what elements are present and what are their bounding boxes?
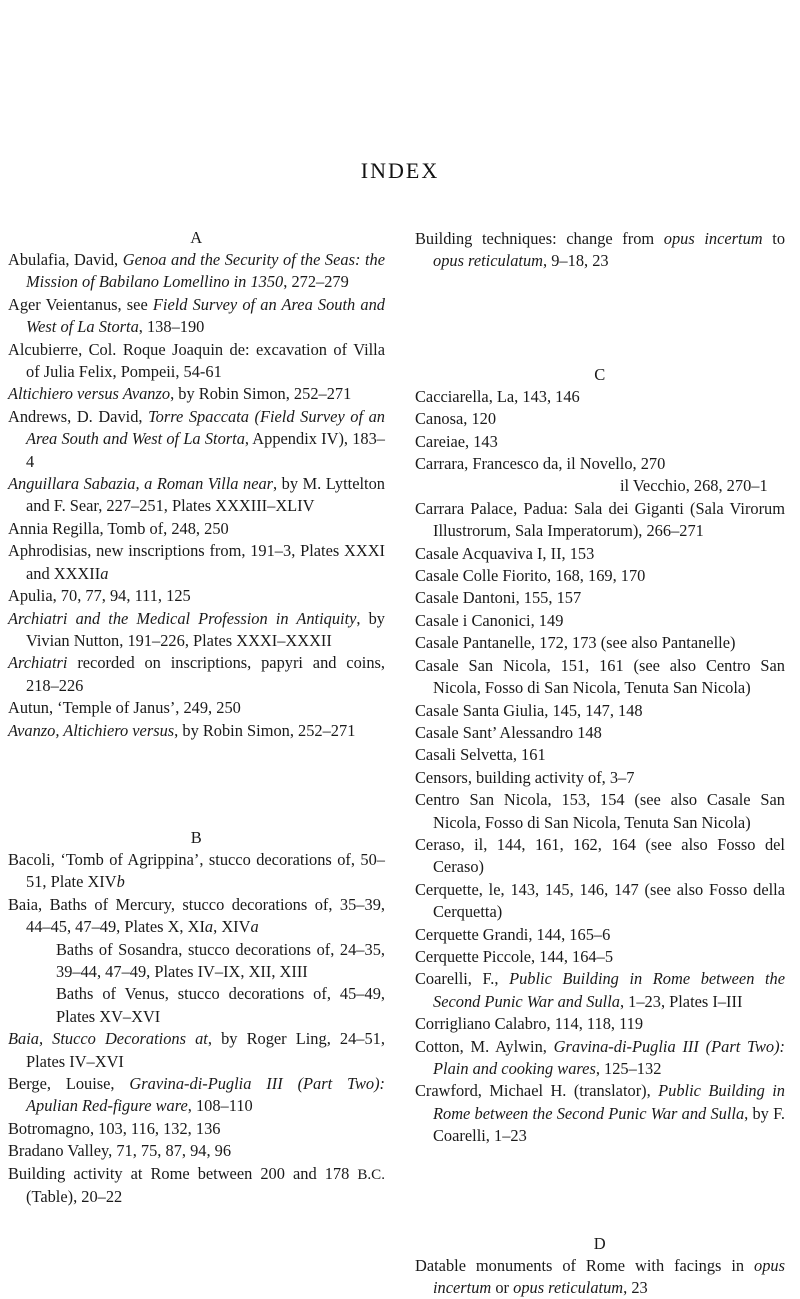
index-columns [0, 228, 800, 1299]
index-entry-canosa: Canosa, 120 [415, 409, 497, 429]
index-entry-corrigliano-calabro: Corrigliano Calabro, 114, 118, 119 [415, 1014, 644, 1034]
index-entry-carrara-il-vecchio: il Vecchio, 268, 270–1 [620, 476, 768, 496]
index-entry-carrara-francesco: Carrara, Francesco da, il Novello, 270 [415, 454, 666, 474]
section-letter-b: B [190, 827, 203, 847]
index-entry-careiae: Careiae, 143 [415, 431, 498, 451]
index-entry-baia-sosandra: Baths of Sosandra, stucco decorations of, 24–35, 39–44, 47–49, Plates IV–IX, XII, XIII [56, 939, 385, 981]
index-entry-coarelli: Coarelli, F., Public Building in Rome between the Second Punic War and Sulla, 1–23, Plates I–III [415, 969, 785, 1011]
index-entry-ager-veientanus: Ager Veientanus, see Field Survey of an Area South and West of La Storta, 138–190 [8, 294, 385, 337]
index-entry-apulia: Apulia, 70, 77, 94, 111, 125 [8, 586, 191, 606]
index-entry-alcubierre: Alcubierre, Col. Roque Joaquin de: excavation of Villa of Julia Felix, Pompeii, 54-61 [8, 339, 385, 382]
index-column-right [400, 228, 785, 1299]
index-entry-carrara-palace: Carrara Palace, Padua: Sala dei Giganti (Sala Virorum Illustrorum, Sala Imperatorum), 266–271 [415, 498, 785, 541]
index-entry-berge: Berge, Louise, Gravina-di-Puglia III (Part Two): Apulian Red-figure ware, 108–110 [8, 1074, 385, 1116]
index-entry-building-activity-rome: Building activity at Rome between 200 and 178 B.C. (Table), 20–22 [8, 1163, 385, 1207]
index-entry-casale-i-canonici: Casale i Canonici, 149 [415, 610, 564, 630]
index-entry-avanzo: Avanzo, Altichiero versus, by Robin Simon, 252–271 [8, 720, 356, 740]
section-letter-d: D [593, 1233, 607, 1253]
index-entry-cotton: Cotton, M. Aylwin, Gravina-di-Puglia III (Part Two): Plain and cooking wares, 125–132 [415, 1036, 785, 1078]
index-entry-casale-dantoni: Casale Dantoni, 155, 157 [415, 588, 582, 608]
index-entry-casale-sant-alessandro: Casale Sant’ Alessandro 148 [415, 722, 602, 742]
index-entry-censors: Censors, building activity of, 3–7 [415, 767, 635, 787]
index-entry-abulafia: Abulafia, David, Genoa and the Security of the Seas: the Mission of Babilano Lomellino in 1350, 272–279 [8, 250, 385, 292]
index-entry-cerquette-le: Cerquette, le, 143, 145, 146, 147 (see also Fosso della Cerquetta) [415, 879, 785, 922]
index-entry-casale-colle-fiorito: Casale Colle Fiorito, 168, 169, 170 [415, 566, 646, 586]
index-entry-anguillara-sabazia: Anguillara Sabazia, a Roman Villa near, by M. Lyttelton and F. Sear, 227–251, Plates XXXIII–XLIV [8, 474, 385, 516]
index-entry-autun: Autun, ‘Temple of Janus’, 249, 250 [8, 698, 241, 718]
index-entry-casale-san-nicola: Casale San Nicola, 151, 161 (see also Centro San Nicola, Fosso di San Nicola, Tenuta San Nicola) [415, 655, 785, 698]
index-entry-archiatri-medical: Archiatri and the Medical Profession in Antiquity, by Vivian Nutton, 191–226, Plates XXXI–XXXII [8, 608, 386, 650]
section-letter-a: A [190, 228, 203, 247]
page-title: INDEX [360, 158, 440, 183]
index-entry-baia-mercury: Baia, Baths of Mercury, stucco decorations of, 35–39, 44–45, 47–49, Plates X, XIa, XIVa [8, 894, 385, 937]
index-entry-andrews: Andrews, D. David, Torre Spaccata (Field Survey of an Area South and West of La Storta, Appendix IV), 183–4 [8, 406, 385, 471]
index-entry-cacciarella: Cacciarella, La, 143, 146 [415, 386, 580, 406]
index-entry-crawford: Crawford, Michael H. (translator), Public Building in Rome between the Second Punic War and Sulla, by F. Coarelli, 1–23 [415, 1081, 785, 1146]
index-entry-ceraso: Ceraso, il, 144, 161, 162, 164 (see also Fosso del Ceraso) [415, 834, 785, 877]
index-entry-botromagno: Botromagno, 103, 116, 132, 136 [8, 1118, 221, 1138]
index-entry-centro-san-nicola: Centro San Nicola, 153, 154 (see also Casale San Nicola, Fosso di San Nicola, Tenuta San Nicola) [415, 790, 785, 832]
section-letter-c: C [594, 364, 606, 384]
index-entry-aphrodisias: Aphrodisias, new inscriptions from, 191–3, Plates XXXI and XXXIIa [8, 541, 385, 583]
index-entry-bacoli: Bacoli, ‘Tomb of Agrippina’, stucco decorations of, 50–51, Plate XIVb [8, 849, 385, 892]
index-entry-casali-selvetta: Casali Selvetta, 161 [415, 745, 546, 765]
index-column-left [0, 228, 385, 1299]
index-entry-cerquette-grandi: Cerquette Grandi, 144, 165–6 [415, 924, 611, 944]
index-entry-annia-regilla: Annia Regilla, Tomb of, 248, 250 [8, 518, 229, 538]
index-entry-altichiero-versus-avanzo: Altichiero versus Avanzo, by Robin Simon, 252–271 [8, 384, 352, 404]
index-entry-baia-venus: Baths of Venus, stucco decorations of, 45–49, Plates XV–XVI [56, 984, 385, 1026]
index-entry-archiatri-recorded: Archiatri recorded on inscriptions, papyri and coins, 218–226 [8, 653, 385, 695]
index-entry-building-techniques: Building techniques: change from opus incertum to opus reticulatum, 9–18, 23 [415, 229, 786, 271]
index-entry-bradano-valley: Bradano Valley, 71, 75, 87, 94, 96 [8, 1141, 232, 1161]
index-entry-cerquette-piccole: Cerquette Piccole, 144, 164–5 [415, 946, 614, 966]
index-entry-datable-monuments: Datable monuments of Rome with facings in opus incertum or opus reticulatum, 23 [415, 1255, 785, 1298]
index-entry-casale-pantanelle: Casale Pantanelle, 172, 173 (see also Pantanelle) [415, 633, 736, 653]
index-entry-casale-acquaviva: Casale Acquaviva I, II, 153 [415, 543, 595, 563]
index-entry-casale-santa-giulia: Casale Santa Giulia, 145, 147, 148 [415, 700, 643, 720]
index-entry-baia-stucco: Baia, Stucco Decorations at, by Roger Ling, 24–51, Plates IV–XVI [8, 1029, 385, 1071]
